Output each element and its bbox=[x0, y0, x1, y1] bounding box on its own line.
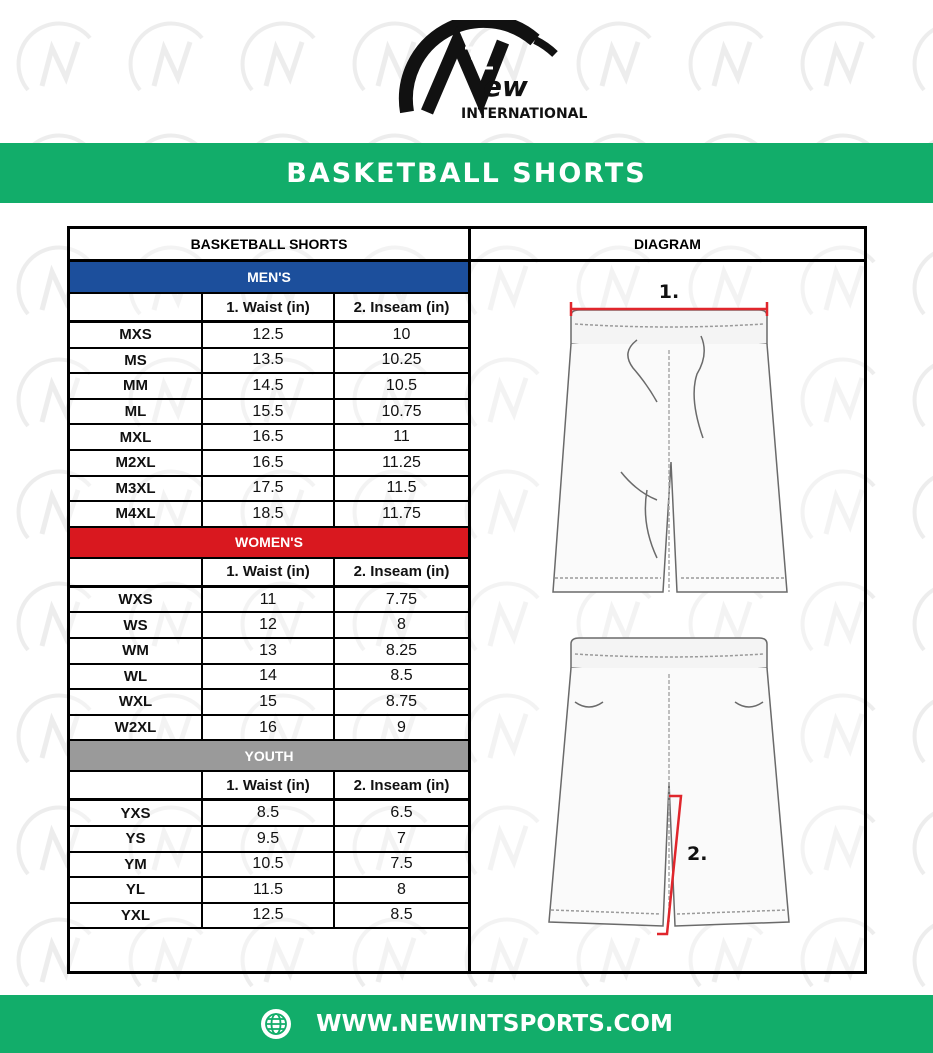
shorts-back bbox=[549, 638, 789, 926]
table-row bbox=[70, 373, 468, 399]
size-cell: MXS bbox=[70, 322, 202, 348]
size-table-youth bbox=[70, 770, 468, 929]
inseam-cell: 8.5 bbox=[334, 664, 468, 690]
table-row bbox=[70, 476, 468, 502]
size-cell: WL bbox=[70, 664, 202, 690]
inseam-column-header: 2. Inseam (in) bbox=[334, 558, 468, 587]
size-cell: YS bbox=[70, 826, 202, 852]
size-cell: M2XL bbox=[70, 450, 202, 476]
size-cell: WXL bbox=[70, 689, 202, 715]
size-table-panel bbox=[70, 229, 471, 971]
table-row bbox=[70, 852, 468, 878]
size-cell: YL bbox=[70, 877, 202, 903]
diagram-header: DIAGRAM bbox=[471, 229, 864, 262]
website-link[interactable]: WWW.NEWINTSPORTS.COM bbox=[316, 1011, 673, 1037]
size-table-men bbox=[70, 292, 468, 528]
waist-cell: 12.5 bbox=[202, 903, 334, 929]
group-header-youth: YOUTH bbox=[70, 741, 468, 770]
waist-cell: 17.5 bbox=[202, 476, 334, 502]
inseam-column-header: 2. Inseam (in) bbox=[334, 293, 468, 322]
waist-cell: 9.5 bbox=[202, 826, 334, 852]
inseam-cell: 6.5 bbox=[334, 800, 468, 826]
waist-cell: 10.5 bbox=[202, 852, 334, 878]
page-title: BASKETBALL SHORTS bbox=[286, 157, 647, 189]
size-column-header bbox=[70, 771, 202, 800]
waist-cell: 16.5 bbox=[202, 424, 334, 450]
waist-cell: 15.5 bbox=[202, 399, 334, 425]
title-banner bbox=[0, 143, 933, 203]
table-header: BASKETBALL SHORTS bbox=[70, 229, 468, 262]
inseam-cell: 8 bbox=[334, 877, 468, 903]
column-header-row bbox=[70, 558, 468, 587]
waist-cell: 12 bbox=[202, 612, 334, 638]
table-row bbox=[70, 877, 468, 903]
waist-cell: 16 bbox=[202, 715, 334, 741]
waist-cell: 13.5 bbox=[202, 348, 334, 374]
logo-text: INTERNATIONAL bbox=[461, 106, 588, 122]
size-cell: M3XL bbox=[70, 476, 202, 502]
table-row bbox=[70, 501, 468, 527]
inseam-column-header: 2. Inseam (in) bbox=[334, 771, 468, 800]
inseam-cell: 7.5 bbox=[334, 852, 468, 878]
waist-column-header: 1. Waist (in) bbox=[202, 771, 334, 800]
size-cell: MXL bbox=[70, 424, 202, 450]
waist-cell: 16.5 bbox=[202, 450, 334, 476]
column-header-row bbox=[70, 771, 468, 800]
group-header-men: MEN'S bbox=[70, 262, 468, 292]
inseam-cell: 8 bbox=[334, 612, 468, 638]
svg-text:ew: ew bbox=[483, 70, 528, 103]
globe-icon bbox=[260, 1008, 292, 1040]
table-row bbox=[70, 903, 468, 929]
column-header-row bbox=[70, 293, 468, 322]
waist-cell: 14 bbox=[202, 664, 334, 690]
shorts-front bbox=[553, 310, 787, 592]
size-cell: W2XL bbox=[70, 715, 202, 741]
inseam-cell: 11.25 bbox=[334, 450, 468, 476]
table-row bbox=[70, 638, 468, 664]
inseam-cell: 10.75 bbox=[334, 399, 468, 425]
table-row bbox=[70, 322, 468, 348]
inseam-cell: 10.5 bbox=[334, 373, 468, 399]
waist-cell: 12.5 bbox=[202, 322, 334, 348]
shorts-diagram bbox=[471, 262, 867, 971]
inseam-cell: 11 bbox=[334, 424, 468, 450]
size-cell: YXS bbox=[70, 800, 202, 826]
inseam-cell: 10.25 bbox=[334, 348, 468, 374]
size-column-header bbox=[70, 293, 202, 322]
size-cell: YM bbox=[70, 852, 202, 878]
inseam-cell: 10 bbox=[334, 322, 468, 348]
inseam-cell: 8.25 bbox=[334, 638, 468, 664]
inseam-cell: 11.5 bbox=[334, 476, 468, 502]
table-row bbox=[70, 664, 468, 690]
waist-label: 1. bbox=[658, 281, 680, 303]
waist-column-header: 1. Waist (in) bbox=[202, 293, 334, 322]
table-row bbox=[70, 800, 468, 826]
size-cell: WXS bbox=[70, 586, 202, 612]
table-row bbox=[70, 715, 468, 741]
waist-cell: 11 bbox=[202, 586, 334, 612]
table-row bbox=[70, 689, 468, 715]
size-column-header bbox=[70, 558, 202, 587]
table-row bbox=[70, 399, 468, 425]
waist-cell: 15 bbox=[202, 689, 334, 715]
waist-cell: 14.5 bbox=[202, 373, 334, 399]
inseam-cell: 8.75 bbox=[334, 689, 468, 715]
inseam-label: 2. bbox=[687, 843, 708, 865]
size-cell: M4XL bbox=[70, 501, 202, 527]
waist-cell: 11.5 bbox=[202, 877, 334, 903]
waist-cell: 18.5 bbox=[202, 501, 334, 527]
table-row bbox=[70, 424, 468, 450]
size-cell: MS bbox=[70, 348, 202, 374]
waist-cell: 13 bbox=[202, 638, 334, 664]
table-row bbox=[70, 826, 468, 852]
size-table-women bbox=[70, 557, 468, 742]
footer-banner bbox=[0, 995, 933, 1053]
size-cell: MM bbox=[70, 373, 202, 399]
diagram-panel bbox=[471, 229, 864, 971]
size-chart bbox=[67, 226, 867, 974]
group-header-women: WOMEN'S bbox=[70, 528, 468, 557]
waist-column-header: 1. Waist (in) bbox=[202, 558, 334, 587]
table-row bbox=[70, 348, 468, 374]
size-cell: WS bbox=[70, 612, 202, 638]
inseam-cell: 8.5 bbox=[334, 903, 468, 929]
inseam-cell: 9 bbox=[334, 715, 468, 741]
size-cell: YXL bbox=[70, 903, 202, 929]
waist-cell: 8.5 bbox=[202, 800, 334, 826]
size-cell: WM bbox=[70, 638, 202, 664]
size-cell: ML bbox=[70, 399, 202, 425]
inseam-cell: 7.75 bbox=[334, 586, 468, 612]
table-row bbox=[70, 612, 468, 638]
table-row bbox=[70, 450, 468, 476]
inseam-cell: 11.75 bbox=[334, 501, 468, 527]
new-international-logo bbox=[385, 20, 610, 124]
table-row bbox=[70, 586, 468, 612]
inseam-cell: 7 bbox=[334, 826, 468, 852]
